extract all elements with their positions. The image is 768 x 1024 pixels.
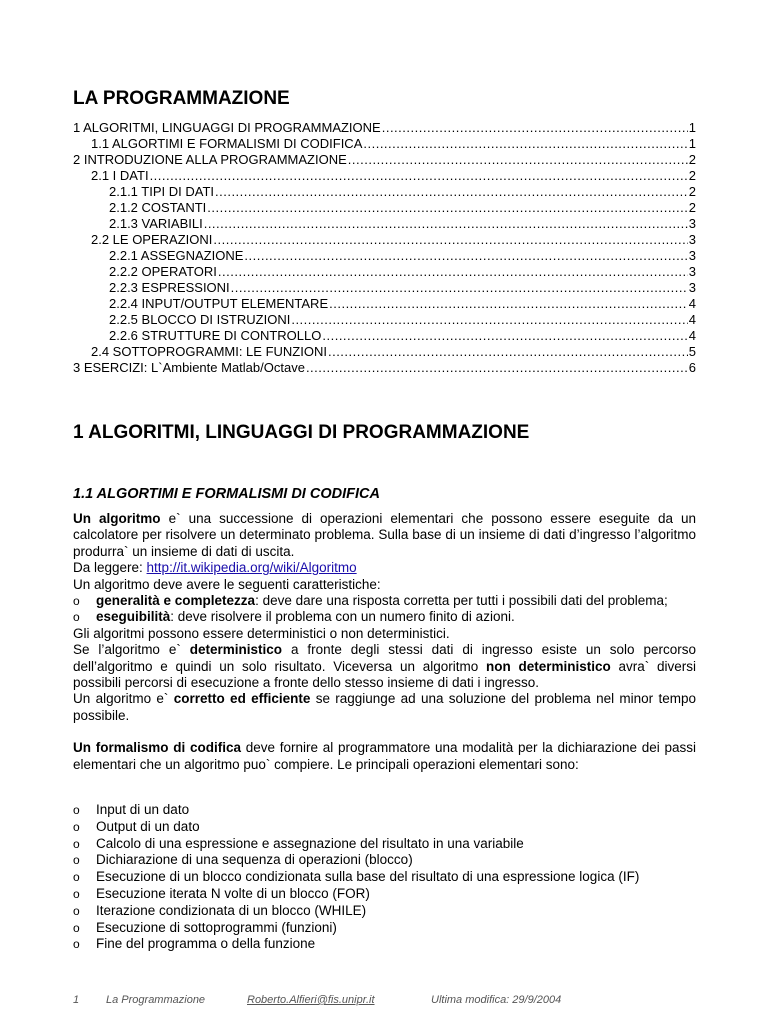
list-item-text: Esecuzione iterata N volte di un blocco (FOR) — [96, 885, 370, 901]
list-item-desc: : deve dare una risposta corretta per tutti i possibili dati del problema; — [255, 593, 668, 609]
toc-leader — [382, 120, 688, 136]
paragraph-characteristics: Un algoritmo deve avere le seguenti caratteristiche: — [73, 576, 381, 592]
term-non-deterministico: non deterministico — [486, 658, 611, 674]
list-item — [73, 852, 696, 869]
toc-entry[interactable] — [73, 312, 696, 328]
bullet-marker: o — [73, 903, 80, 918]
list-item — [73, 593, 696, 609]
wikipedia-link[interactable]: http://it.wikipedia.org/wiki/Algoritmo — [146, 560, 357, 576]
list-item-text — [96, 609, 696, 625]
paragraph-text: Un algoritmo e` — [73, 691, 174, 707]
toc-label: 2.1.1 TIPI DI DATI — [109, 184, 214, 199]
list-item-text: Calcolo di una espressione e assegnazione del risultato in una variabile — [96, 835, 524, 851]
list-item — [73, 936, 696, 953]
toc-entry[interactable] — [73, 248, 696, 264]
toc-label: 2.2.2 OPERATORI — [109, 264, 217, 279]
toc-entry[interactable] — [73, 280, 696, 296]
toc-label: 1.1 ALGORTIMI E FORMALISMI DI CODIFICA — [91, 136, 363, 151]
toc-label: 2.1.3 VARIABILI — [109, 216, 203, 231]
toc-entry[interactable] — [73, 232, 696, 248]
toc-entry[interactable] — [73, 200, 696, 216]
toc-leader — [231, 280, 688, 296]
paragraph-text: deve fornire al programmatore una modalità per la dichiarazione dei passi elementari che un algoritmo puo` compiere. Le principali operazioni elementari sono: — [73, 740, 696, 772]
paragraph-definition — [73, 511, 696, 560]
bullet-marker: o — [73, 937, 80, 952]
toc-entry[interactable] — [73, 328, 696, 344]
toc-entry[interactable] — [73, 168, 696, 184]
toc-leader — [218, 264, 688, 280]
toc-page-number: 1 — [688, 136, 696, 151]
toc-entry[interactable] — [73, 264, 696, 280]
paragraph-formalism — [73, 740, 696, 773]
paragraph-determinism-detail — [73, 642, 696, 691]
section-heading: 1 ALGORITMI, LINGUAGGI DI PROGRAMMAZIONE — [73, 422, 530, 443]
toc-label: 2 INTRODUZIONE ALLA PROGRAMMAZIONE — [73, 152, 347, 167]
list-item-text: Fine del programma o della funzione — [96, 936, 316, 952]
bullet-marker: o — [73, 610, 80, 625]
toc-label: 2.4 SOTTOPROGRAMMI: LE FUNZIONI — [91, 344, 327, 359]
paragraph-read — [73, 560, 696, 576]
term-generalita: generalità e completezza — [96, 593, 256, 609]
list-item — [73, 802, 696, 819]
term-formalismo: Un formalismo di codifica — [73, 740, 241, 756]
table-of-contents — [73, 120, 696, 376]
list-item-text: Iterazione condizionata di un blocco (WHILE) — [96, 902, 367, 918]
toc-entry[interactable] — [73, 216, 696, 232]
toc-label: 2.2.5 BLOCCO DI ISTRUZIONI — [109, 312, 291, 327]
list-item — [73, 836, 696, 853]
bullet-marker: o — [73, 853, 80, 868]
bullet-marker: o — [73, 836, 80, 851]
paragraph-text: se raggiunge ad una soluzione del problema nel minor tempo possibile. — [73, 691, 696, 723]
term-deterministico: deterministico — [189, 642, 283, 658]
subsection-heading: 1.1 ALGORTIMI E FORMALISMI DI CODIFICA — [73, 486, 380, 502]
toc-page-number: 3 — [688, 248, 696, 263]
bullet-marker: o — [73, 594, 80, 609]
list-item-text: Dichiarazione di una sequenza di operazioni (blocco) — [96, 852, 413, 868]
list-item-text — [96, 593, 696, 609]
toc-page-number: 4 — [688, 296, 696, 311]
list-item — [73, 886, 696, 903]
toc-leader — [207, 200, 687, 216]
toc-leader — [329, 296, 688, 312]
document-title: LA PROGRAMMAZIONE — [73, 88, 290, 109]
bullet-marker: o — [73, 920, 80, 935]
toc-label: 2.2.3 ESPRESSIONI — [109, 280, 230, 295]
toc-page-number: 3 — [688, 232, 696, 247]
footer-title: La Programmazione — [106, 994, 206, 1006]
list-item — [73, 920, 696, 937]
bullet-marker: o — [73, 870, 80, 885]
toc-leader — [150, 168, 688, 184]
read-label: Da leggere: — [73, 560, 147, 576]
toc-leader — [244, 248, 687, 264]
toc-leader — [348, 152, 688, 168]
list-item — [73, 869, 696, 886]
toc-leader — [213, 232, 687, 248]
list-item — [73, 819, 696, 836]
list-item-text: Esecuzione di un blocco condizionata sulla base del risultato di una espressione logica (IF) — [96, 869, 640, 885]
toc-label: 2.2.4 INPUT/OUTPUT ELEMENTARE — [109, 296, 329, 311]
toc-label: 3 ESERCIZI: L`Ambiente Matlab/Octave — [73, 360, 305, 375]
toc-page-number: 2 — [688, 152, 696, 167]
list-item — [73, 609, 696, 625]
toc-entry[interactable] — [73, 296, 696, 312]
toc-label: 2.1 I DATI — [91, 168, 149, 183]
operations-list — [73, 802, 696, 953]
toc-page-number: 2 — [688, 200, 696, 215]
list-item-desc: : deve risolvere il problema con un numero finito di azioni. — [170, 609, 515, 625]
list-item — [73, 903, 696, 920]
term-eseguibilita: eseguibilità — [96, 609, 171, 625]
list-item-text: Input di un dato — [96, 802, 190, 817]
paragraph-deterministic: Gli algoritmi possono essere deterministici o non deterministici. — [73, 625, 450, 641]
paragraph-text: Se l’algoritmo e` — [73, 642, 190, 658]
footer-page-number: 1 — [73, 994, 80, 1006]
toc-label: 1 ALGORITMI, LINGUAGGI DI PROGRAMMAZIONE — [73, 120, 381, 135]
toc-label: 2.1.2 COSTANTI — [109, 200, 207, 215]
toc-label: 2.2.6 STRUTTURE DI CONTROLLO — [109, 328, 322, 343]
toc-page-number: 3 — [688, 264, 696, 279]
toc-page-number: 3 — [688, 280, 696, 295]
toc-leader — [215, 184, 688, 200]
toc-leader — [322, 328, 687, 344]
term-algoritmo: Un algoritmo — [73, 511, 161, 526]
toc-leader — [291, 312, 687, 328]
toc-entry[interactable] — [73, 360, 696, 376]
toc-page-number: 3 — [688, 216, 696, 231]
toc-label: 2.2 LE OPERAZIONI — [91, 232, 213, 247]
paragraph-text: avra` diversi possibili percorsi di esecuzione a fronte dello stesso insieme di dati i ingresso. — [73, 658, 696, 691]
toc-page-number: 4 — [688, 312, 696, 327]
term-corretto: corretto ed efficiente — [173, 691, 311, 707]
bullet-marker: o — [73, 886, 80, 901]
footer-last-modified: Ultima modifica: 29/9/2004 — [431, 994, 562, 1006]
bullet-marker: o — [73, 803, 80, 817]
toc-page-number: 2 — [688, 168, 696, 183]
toc-leader — [306, 360, 688, 376]
paragraph-text: e` una successione di operazioni elementari che possono essere eseguite da un calcolatore per risolvere un determinato problema. Sulla base di un insieme di dati d’ingresso l’algoritmo produrra` un insieme di dati di uscita. — [73, 511, 697, 559]
toc-page-number: 4 — [688, 328, 696, 343]
toc-entry[interactable] — [73, 344, 696, 360]
toc-page-number: 5 — [688, 344, 696, 359]
list-item-text: Output di un dato — [96, 818, 200, 834]
toc-page-number: 1 — [688, 120, 696, 135]
paragraph-text: a fronte degli stessi dati di ingresso esiste un solo percorso dell’algoritmo e quindi un solo risultato. Viceversa un algoritmo — [73, 642, 696, 674]
toc-entry[interactable] — [73, 120, 696, 136]
toc-entry[interactable] — [73, 152, 696, 168]
footer-email-link[interactable]: Roberto.Alfieri@fis.unipr.it — [247, 994, 375, 1006]
toc-page-number: 2 — [688, 184, 696, 199]
section-body — [73, 511, 696, 773]
bullet-marker: o — [73, 819, 80, 834]
toc-leader — [328, 344, 688, 360]
list-item-text: Esecuzione di sottoprogrammi (funzioni) — [96, 919, 337, 935]
toc-entry[interactable] — [73, 184, 696, 200]
paragraph-correct — [73, 691, 696, 724]
toc-entry[interactable] — [73, 136, 696, 152]
toc-page-number: 6 — [688, 360, 696, 375]
toc-leader — [204, 216, 688, 232]
toc-label: 2.2.1 ASSEGNAZIONE — [109, 248, 244, 263]
toc-leader — [363, 136, 687, 152]
